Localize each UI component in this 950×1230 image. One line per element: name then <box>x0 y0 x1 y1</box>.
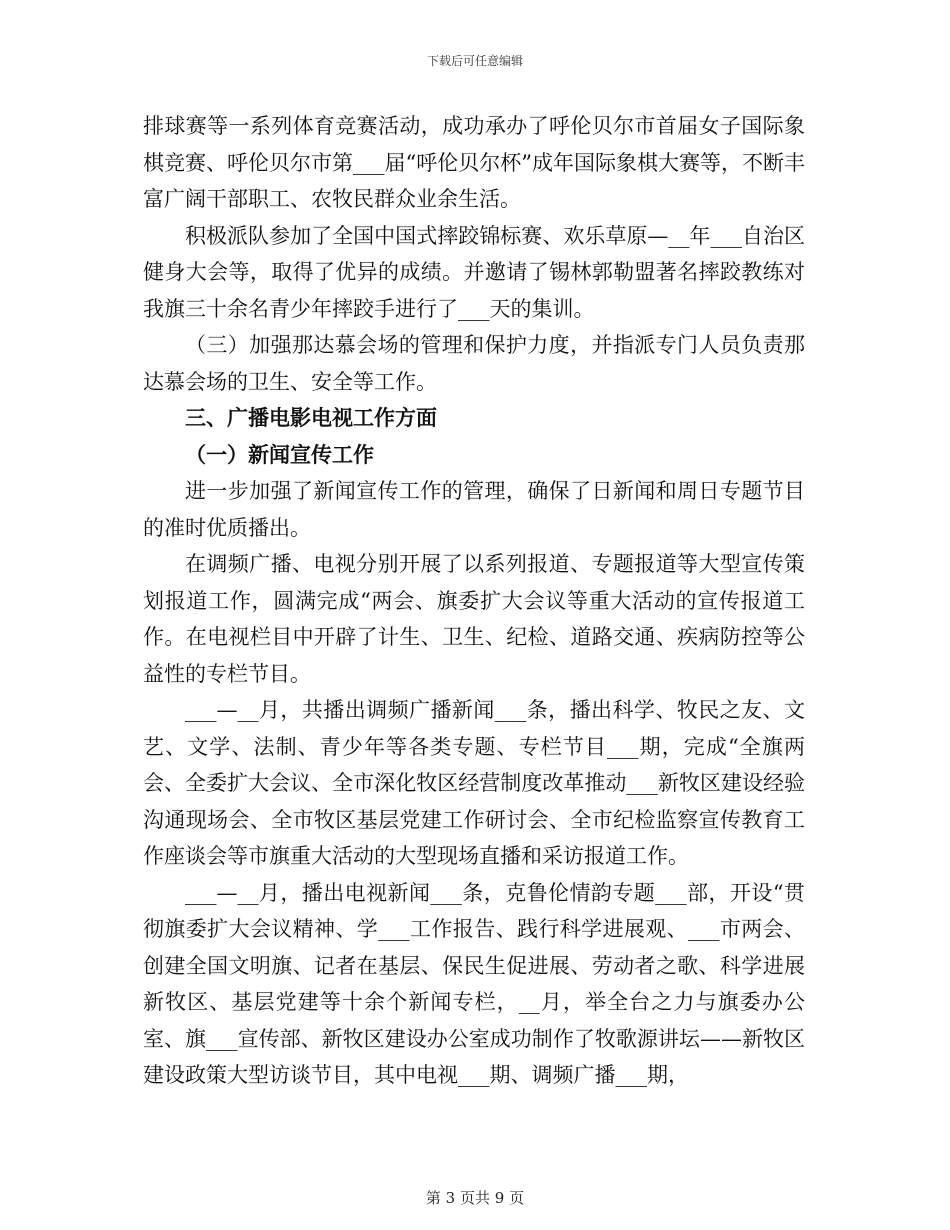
body-text <box>143 108 805 1094</box>
page-footer: 第 3 页共 9 页 <box>425 1189 525 1207</box>
paragraph: ___—__月，播出电视新闻___条，克鲁伦情韵专题___部，开设“贯彻旗委扩大会议精神、学___工作报告、践行科学进展观、___市两会、创建全国文明旗、记者在基层、保民生促进展、劳动者之歌、科学进展新牧区、基层党建等十余个新闻专栏，__月，举全台之力与旗委办公室、旗___宣传部、新牧区建设办公室成功制作了牧歌源讲坛——新牧区建设政策大型访谈节目，其中电视___期、调频广播___期， <box>143 880 805 1087</box>
paragraph: ___—__月，共播出调频广播新闻___条，播出科学、牧民之友、文艺、文学、法制、青少年等各类专题、专栏节目___期，完成“全旗两会、全委扩大会议、全市深化牧区经营制度改革推动___新牧区建设经验沟通现场会、全市牧区基层党建工作研讨会、全市纪检监察宣传教育工作座谈会等市旗重大活动的大型现场直播和采访报道工作。 <box>143 698 805 868</box>
subsection-heading: （一）新闻宣传工作 <box>185 441 374 467</box>
paragraph: 排球赛等一系列体育竞赛活动，成功承办了呼伦贝尔市首届女子国际象棋竞赛、呼伦贝尔市第___届“呼伦贝尔杯”成年国际象棋大赛等，不断丰富广阔干部职工、农牧民群众业余生活。 <box>143 114 805 211</box>
paragraph: 在调频广播、电视分别开展了以系列报道、专题报道等大型宣传策划报道工作，圆满完成“两会、旗委扩大会议等重大活动的宣传报道工作。在电视栏目中开辟了计生、卫生、纪检、道路交通、疾病防控等公益性的专栏节目。 <box>143 552 805 686</box>
paragraph: 积极派队参加了全国中国式摔跤锦标赛、欢乐草原—__年___自治区健身大会等，取得了优异的成绩。并邀请了锡林郭勒盟著名摔跤教练对我旗三十余名青少年摔跤手进行了___天的集训。 <box>143 223 805 321</box>
page-header: 下载后可任意编辑 <box>426 54 523 68</box>
paragraph: （三）加强那达慕会场的管理和保护力度，并指派专门人员负责那达慕会场的卫生、安全等工作。 <box>143 333 805 394</box>
paragraph: 进一步加强了新闻宣传工作的管理，确保了日新闻和周日专题节目的准时优质播出。 <box>143 479 805 540</box>
section-heading: 三、广播电影电视工作方面 <box>185 405 437 430</box>
